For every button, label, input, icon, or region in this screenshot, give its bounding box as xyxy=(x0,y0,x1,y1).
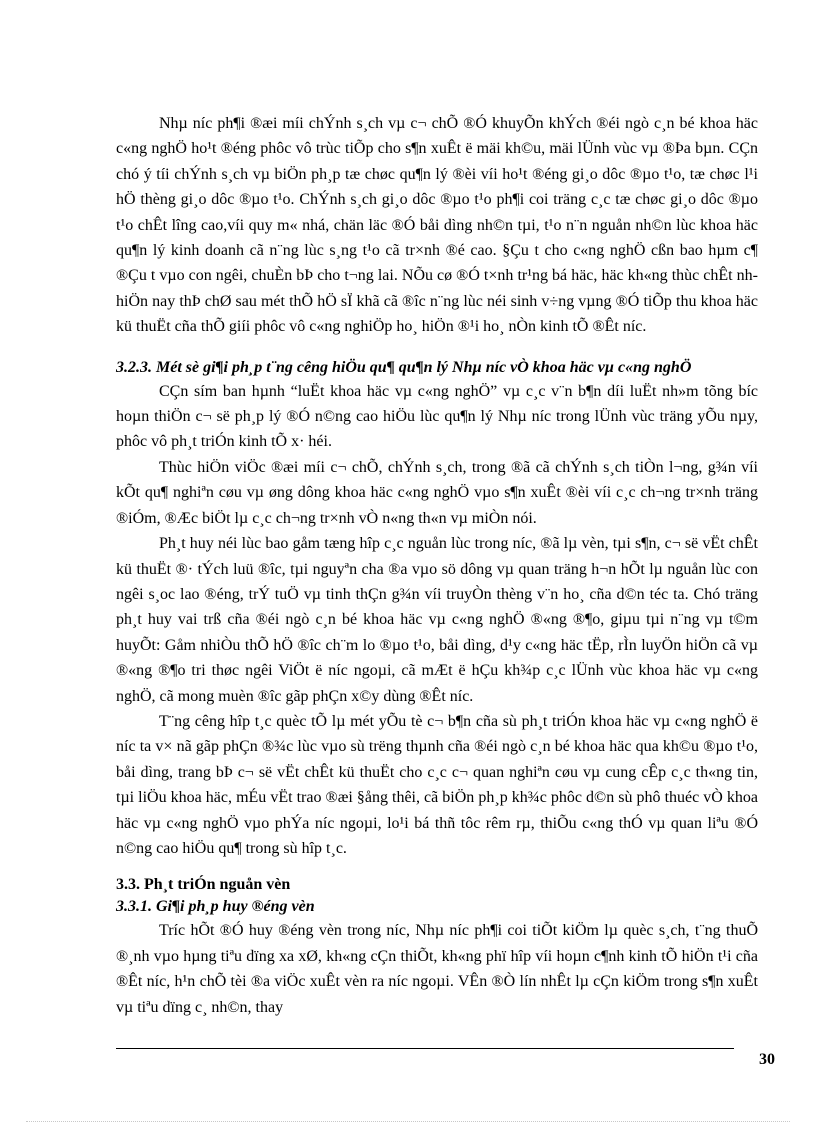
page-edge-dotted-line xyxy=(26,1121,790,1122)
document-body xyxy=(116,111,758,1020)
footer-rule xyxy=(116,1048,734,1049)
paragraph-policy-reform: Thùc hiÖn viÖc ®æi míi c¬ chÕ, chÝnh s¸ch, trong ®ã cã chÝnh s¸ch tiÒn l¬ng, g¾n víi kÕt qu¶ nghiªn cøu vµ øng dông khoa häc c«ng nghÖ vµo s¶n xuÊt ®èi víi c¸c ch¬ng tr×nh träng ®iÓm, ®Æc biÖt lµ c¸c ch¬ng tr×nh vÒ n«ng th«n vµ miÒn nói. xyxy=(116,458,758,527)
paragraph-internal-resources: Ph¸t huy néi lùc bao gåm tæng hîp c¸c nguån lùc trong níc, ®ã lµ vèn, tµi s¶n, c¬ së vËt chÊt kü thuËt ®· tÝch luü ®îc, tµi nguyªn cha ®a vµo sö dông vµ quan träng h¬n hÕt lµ nguån lùc con ngêi s¸oc lao ®éng, trÝ tuÖ vµ tinh thÇn g¾n víi truyÒn thèng v¨n ho¸ cña d©n téc ta. Chó träng ph¸t huy vai trß cña ®éi ngò c¸n bé khoa häc vµ c«ng nghÖ ®«ng ®¶o, giµu tµi n¨ng vµ t©m huyÕt: Gåm nhiÒu thÕ hÖ ®îc ch¨m lo ®µo t¹o, båi dìng, d¹y c«ng häc tËp, rÌn luyÖn hiÖn cã vµ ®«ng ®¶o tri thøc ngêi ViÖt ë níc ngoµi, cã mÆt ë hÇu kh¾p c¸c lÜnh vùc khoa häc vµ c«ng nghÖ, cã mong muèn ®îc gãp phÇn x©y dùng ®Êt níc. xyxy=(116,535,758,705)
paragraph-state-policy-training: Nhµ níc ph¶i ®æi míi chÝnh s¸ch vµ c¬ chÕ ®Ó khuyÕn khÝch ®éi ngò c¸n bé khoa häc c«ng nghÖ ho¹t ®éng phôc vô trùc tiÕp cho s¶n xuÊt ë mäi kh©u, mäi lÜnh vùc vµ ®Þa bµn. CÇn chó ý tíi chÝnh s¸ch vµ biÖn ph¸p tæ chøc qu¶n lý ®èi víi ho¹t ®éng gi¸o dôc ®µo t¹o, tæ chøc l¹i hÖ thèng gi¸o dôc ®µo t¹o. ChÝnh s¸ch gi¸o dôc ®µo t¹o ph¶i coi träng c¸c tæ chøc gi¸o dôc ®µo t¹o chÊt lîng cao,víi quy m« nhá, chän läc ®Ó båi dìng nh©n tµi, t¹o n¨n nguån nh©n lùc khoa häc qu¶n lý kinh doanh cã n¨ng lùc s¸ng t¹o cã tr×nh ®é cao. §Çu t cho c«ng nghÖ cßn bao hµm c¶ ®Çu t vµo con ngêi, chuÈn bÞ cho t¬ng lai. NÕu cø ®Ó t×nh tr¹ng bá häc, häc kh«ng thùc chÊt nh hiÖn nay thÞ chØ sau mét thÕ hÖ sÏ khã cã ®îc n¨ng lùc néi sinh v÷ng vµng ®Ó tiÕp thu khoa häc kü thuËt cña thÕ giíi phôc vô c«ng nghiÖp ho¸ hiÖn ®¹i ho¸ nÒn kinh tÕ ®Êt níc. xyxy=(116,115,758,336)
heading-3-3-1: 3.3.1. Gi¶i ph¸p huy ®éng vèn xyxy=(116,898,315,916)
heading-3-3: 3.3. Ph¸t triÓn nguån vèn xyxy=(116,876,291,894)
heading-3-2-3: 3.2.3. Mét sè gi¶i ph¸p t¨ng cêng hiÖu qu¶ qu¶n lý Nhµ níc vÒ khoa häc vµ c«ng nghÖ xyxy=(116,358,692,376)
paragraph-science-law: CÇn sím ban hµnh “luËt khoa häc vµ c«ng nghÖ” vµ c¸c v¨n b¶n díi luËt nh»m tõng bíc hoµn thiÖn c¬ së ph¸p lý ®Ó n©ng cao hiÖu lùc qu¶n lý Nhµ níc trong lÜnh vùc träng yÕu nµy, phôc vô ph¸t triÓn kinh tÕ x· héi. xyxy=(116,382,758,451)
paragraph-international-cooperation: T¨ng cêng hîp t¸c quèc tÕ lµ mét yÕu tè c¬ b¶n cña sù ph¸t triÓn khoa häc vµ c«ng nghÖ ë níc ta v× nã gãp phÇn ®¾c lùc vµo sù trëng thµnh cña ®éi ngò c¸n bé khoa häc qua kh©u ®µo t¹o, båi dìng, trang bÞ c¬ së vËt chÊt kü thuËt cho c¸c c¬ quan nghiªn cøu vµ cung cÊp c¸c th«ng tin, tµi liÖu khoa häc, mÉu vËt trao ®æi §ång thêi, cã biÖn ph¸p kh¾c phôc d©n sù phô thuéc vÒ khoa häc vµ c«ng nghÖ vµo phÝa níc ngoµi, lo¹i bá thñ tôc rêm rµ, thiÕu c«ng thÓ vµ quan liªu ®Ó n©ng cao hiÖu qu¶ trong sù hîp t¸c. xyxy=(116,712,758,857)
paragraph-capital-mobilization: Tríc hÕt ®Ó huy ®éng vèn trong níc, Nhµ níc ph¶i coi tiÕt kiÖm lµ quèc s¸ch, t¨ng thuÕ ®¸nh vµo hµng tiªu dïng xa xØ, kh«ng cÇn thiÕt, kh«ng phï hîp víi hoµn c¶nh kinh tÕ hiÖn t¹i cña ®Êt níc, h¹n chÕ tèi ®a viÖc xuÊt vèn ra níc ngoµi. VÊn ®Ò lín nhÊt lµ cÇn kiÖm trong s¶n xuÊt vµ tiªu dïng c¸ nh©n, thay xyxy=(116,922,758,1016)
page-number: 30 xyxy=(759,1051,775,1068)
